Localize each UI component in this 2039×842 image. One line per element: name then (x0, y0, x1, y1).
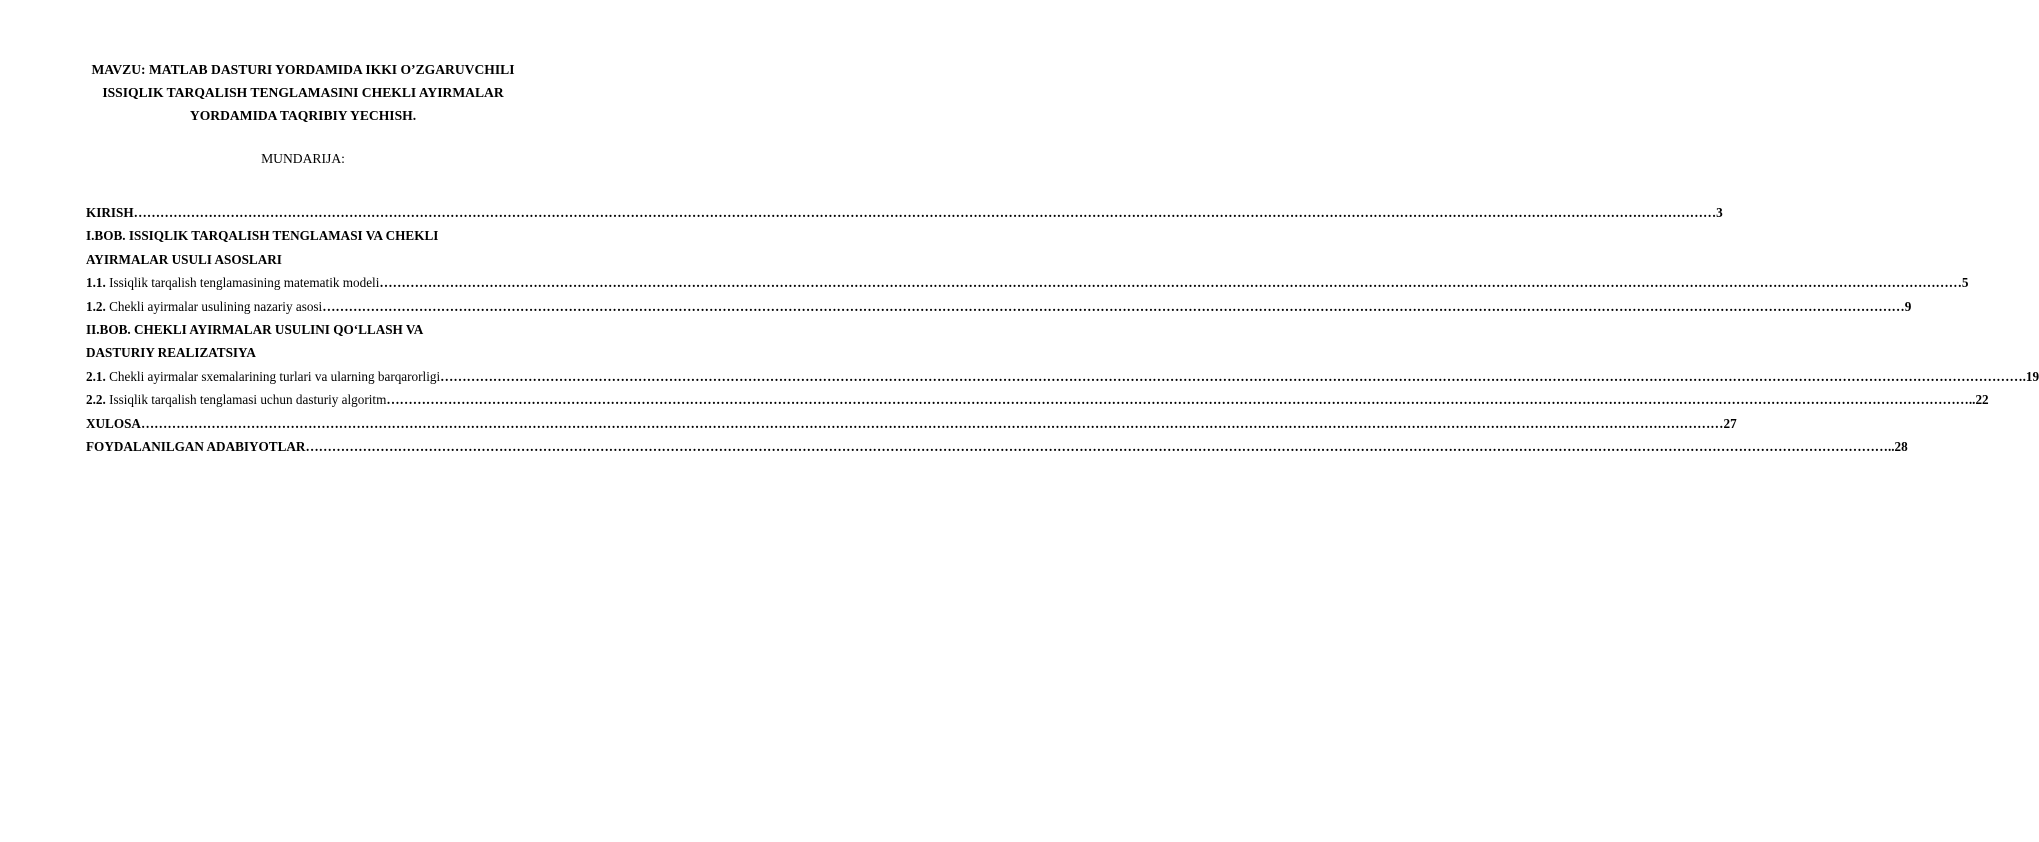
toc-page-number: 27 (1723, 415, 1737, 431)
title-line-2: ISSIQLIK TARQALISH TENGLAMASINI CHEKLI AYIRMALAR (102, 85, 504, 100)
toc-entry-1-1 (86, 271, 1969, 294)
toc-entry-2-1 (86, 365, 2039, 388)
toc-section-number: 2.2. (86, 392, 106, 408)
toc-page-number: ..22 (1968, 392, 1989, 408)
toc-chapter-2-line-1: II.BOB. CHEKLI AYIRMALAR USULINI QO‘LLASH VA (86, 321, 424, 337)
toc-page-number: 3 (1716, 205, 1723, 220)
toc-entry-label: KIRISH (86, 205, 134, 220)
toc-entry-adabiyotlar (86, 435, 1908, 458)
toc-chapter-1-line-2: AYIRMALAR USULI ASOSLARI (86, 251, 282, 267)
toc-entry-label: XULOSA (86, 415, 141, 431)
toc-leader-dots: ……………………………………………………………………………………………………………………………………………………………………………………………………………………………………………………………………………………………………………………………… (379, 275, 1962, 291)
toc-section-number: 1.2. (86, 298, 106, 314)
toc-entry-kirish (86, 201, 1723, 224)
toc-leader-dots: ……………………………………………………………………………………………………………………………………………………………………………………………………………………………………………………………………………………………………………………………… (322, 298, 1905, 314)
toc-leader-dots: ……………………………………………………………………………………………………………………………………………………………………………………………………………………………………………………………………………………………………………………………… (140, 415, 1724, 431)
toc-leader-dots: ……………………………………………………………………………………………………………………………………………………………………………………………………………………………………………………………………………………………………………………………… (386, 392, 1969, 408)
document-title (80, 58, 526, 127)
toc-entry-xulosa (86, 412, 1737, 435)
toc-page-number: 5 (1961, 275, 1969, 291)
toc-page-number: .19 (2022, 368, 2039, 384)
toc-entry-label: Chekli ayirmalar sxemalarining turlari va ularning barqarorligi (105, 368, 441, 384)
toc-chapter-1-line-1: I.BOB. ISSIQLIK TARQALISH TENGLAMASI VA CHEKLI (86, 228, 439, 244)
toc-entry-label: Issiqlik tarqalish tenglamasi uchun dasturiy algoritm (105, 392, 387, 408)
toc-section-number: 1.1. (86, 275, 106, 291)
table-of-contents (86, 201, 2039, 458)
toc-page-number: 9 (1904, 298, 1912, 314)
toc-page-number: ..28 (1887, 438, 1908, 454)
toc-section-number: 2.1. (86, 368, 106, 384)
toc-entry-label: Chekli ayirmalar usulining nazariy asosi (105, 298, 323, 314)
contents-heading: MUNDARIJA: (261, 151, 345, 166)
toc-leader-dots: ……………………………………………………………………………………………………………………………………………………………………………………………………………………………………………………………………………………………………………………………… (440, 368, 2023, 384)
toc-leader-dots: ……………………………………………………………………………………………………………………………………………………………………………………………………………………………………………………………………………………………………………………………… (305, 438, 1888, 454)
title-line-1: MAVZU: MATLAB DASTURI YORDAMIDA IKKI O’ZGARUVCHILI (91, 62, 515, 77)
toc-entry-label: FOYDALANILGAN ADABIYOTLAR (86, 438, 306, 454)
toc-entry-1-2 (86, 295, 1912, 318)
title-line-3: YORDAMIDA TAQRIBIY YECHISH. (189, 108, 417, 123)
toc-chapter-2-line-2: DASTURIY REALIZATSIYA (86, 345, 256, 361)
toc-entry-label: Issiqlik tarqalish tenglamasining matematik modeli (105, 275, 380, 291)
toc-leader-dots: ……………………………………………………………………………………………………………………………………………………………………………………………………………………………………………………………………………………………………………………………… (133, 205, 1717, 220)
toc-entry-2-2 (86, 388, 1989, 411)
